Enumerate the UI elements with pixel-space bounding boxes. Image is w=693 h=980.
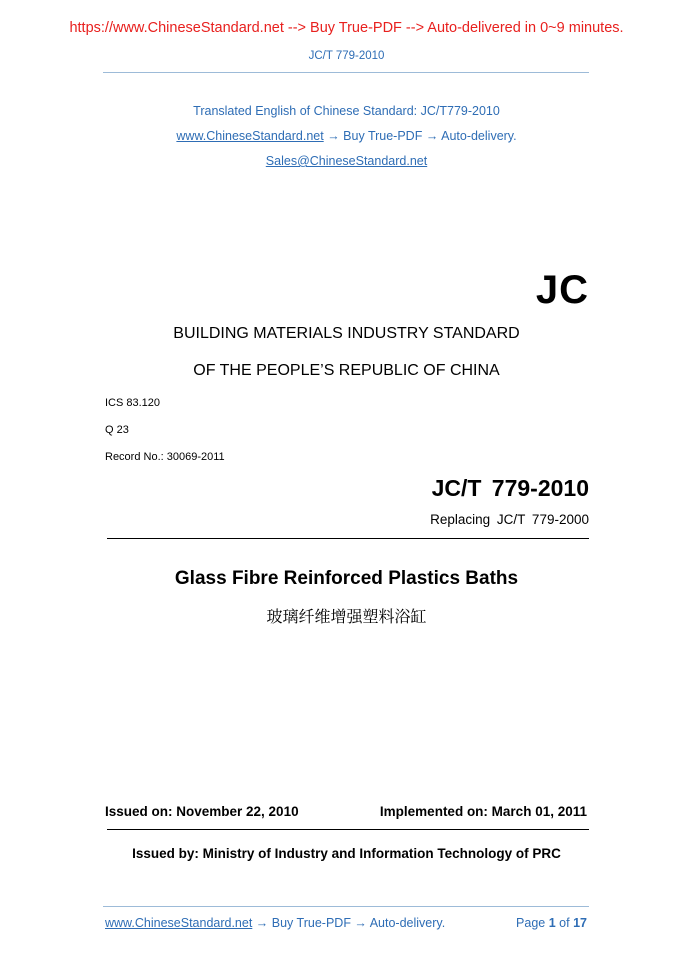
footer-site-link[interactable]: www.ChineseStandard.net bbox=[105, 916, 253, 930]
implemented-on-date: Implemented on: March 01, 2011 bbox=[379, 804, 587, 819]
industry-line-2: OF THE PEOPLE’S REPUBLIC OF CHINA bbox=[193, 362, 500, 379]
translated-line: Translated English of Chinese Standard: JC/T779-2010 bbox=[193, 104, 500, 118]
jc-mark: JC bbox=[535, 268, 589, 312]
ics-code: ICS 83.120 bbox=[105, 397, 161, 409]
top-banner[interactable]: https://www.ChineseStandard.net --> Buy True-PDF --> Auto-delivered in 0~9 minutes. bbox=[69, 20, 624, 36]
issued-on-date: Issued on: November 22, 2010 bbox=[105, 804, 299, 819]
footer-buy-text: → Buy True-PDF → Auto-delivery. bbox=[255, 916, 446, 930]
issued-by: Issued by: Ministry of Industry and Information Technology of PRC bbox=[132, 846, 561, 861]
footer-divider bbox=[103, 906, 589, 907]
of-label: of bbox=[559, 916, 570, 930]
page-number: 1 bbox=[548, 916, 556, 930]
header-buy-text: → Buy True-PDF → Auto-delivery. bbox=[327, 129, 517, 143]
header-divider bbox=[103, 72, 589, 73]
record-number: Record No.: 30069-2011 bbox=[105, 451, 225, 463]
standard-code: JC/T 779-2010 bbox=[431, 475, 589, 501]
header-site-link[interactable]: www.ChineseStandard.net bbox=[176, 129, 324, 143]
ccs-code: Q 23 bbox=[105, 424, 129, 436]
header-email-line bbox=[0, 154, 693, 168]
replacing-note: Replacing JC/T 779-2000 bbox=[430, 512, 589, 527]
title-english: Glass Fibre Reinforced Plastics Baths bbox=[174, 568, 519, 589]
header-email-link[interactable]: Sales@ChineseStandard.net bbox=[265, 154, 428, 168]
title-divider-top bbox=[107, 538, 589, 539]
dates-divider bbox=[107, 829, 589, 830]
running-head: JC/T 779-2010 bbox=[308, 50, 385, 62]
industry-line-1: BUILDING MATERIALS INDUSTRY STANDARD bbox=[173, 325, 520, 342]
page-label: Page bbox=[516, 916, 546, 930]
title-chinese: 玻璃纤维增强塑料浴缸 bbox=[266, 607, 427, 626]
page-total: 17 bbox=[573, 916, 587, 930]
page-indicator bbox=[516, 916, 587, 930]
header-buy-line bbox=[0, 129, 693, 143]
footer-buy-line bbox=[105, 916, 445, 930]
